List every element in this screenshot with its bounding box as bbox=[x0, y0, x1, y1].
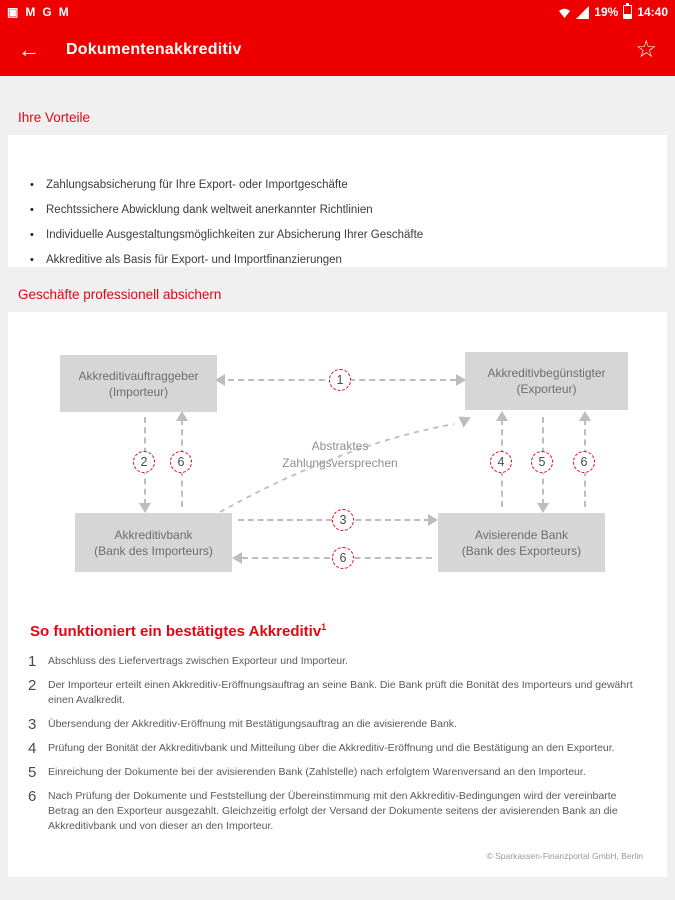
arrowhead-up-icon bbox=[579, 411, 591, 421]
box-label: Avisierende Bank bbox=[474, 527, 569, 542]
footnote-marker: 1 bbox=[321, 622, 327, 632]
diagram-box-exporteur bbox=[465, 352, 628, 410]
step-badge-1: 1 bbox=[329, 369, 351, 391]
vorteile-heading: Ihre Vorteile bbox=[18, 110, 91, 125]
box-sublabel: (Bank des Importeurs) bbox=[94, 543, 213, 558]
bullet-text: Rechtssichere Abwicklung dank weltweit anerkannter Richtlinien bbox=[46, 204, 373, 216]
media-icon: G bbox=[42, 5, 52, 19]
step-row bbox=[22, 654, 649, 669]
step-badge-2: 2 bbox=[133, 451, 155, 473]
step-row bbox=[22, 741, 649, 756]
box-sublabel: (Bank des Exporteurs) bbox=[461, 543, 582, 558]
arrowhead-left-icon bbox=[215, 374, 225, 386]
list-item bbox=[30, 229, 651, 241]
battery-icon bbox=[623, 5, 632, 19]
back-icon[interactable]: ← bbox=[18, 37, 40, 62]
step-text: Prüfung der Bonität der Akkreditivbank und Mitteilung über die Akkreditiv-Eröffnung und die Bestätigung an den Exporteur. bbox=[48, 742, 615, 754]
step-text: Der Importeur erteilt einen Akkreditiv-Eröffnungsauftrag an seine Bank. Die Bank prüft die Bonität des Importeurs und gewährt einen Avalkredit. bbox=[48, 679, 633, 706]
arrowhead-right-icon bbox=[456, 374, 466, 386]
how-it-works-heading bbox=[30, 622, 649, 640]
vorteile-card bbox=[8, 135, 667, 267]
abstract-promise-line2: Zahlungsversprechen bbox=[282, 456, 398, 470]
notification-icons bbox=[7, 6, 69, 18]
absichern-heading-strip bbox=[0, 267, 675, 312]
favorite-star-icon[interactable]: ☆ bbox=[635, 36, 657, 63]
bullet-icon: • bbox=[30, 229, 34, 241]
bullet-icon: • bbox=[30, 204, 34, 216]
step-badge-4: 4 bbox=[490, 451, 512, 473]
mail-icon-2: M bbox=[58, 5, 69, 19]
bullet-text: Zahlungsabsicherung für Ihre Export- oder Importgeschäfte bbox=[46, 179, 348, 191]
step-row bbox=[22, 789, 649, 834]
step-badge-6-bottom: 6 bbox=[332, 547, 354, 569]
step-text: Abschluss des Liefervertrags zwischen Exporteur und Importeur. bbox=[48, 655, 348, 667]
step-number: 3 bbox=[28, 716, 37, 733]
arrowhead-right-icon bbox=[428, 514, 438, 526]
absichern-heading: Geschäfte professionell absichern bbox=[18, 287, 222, 302]
step-text: Einreichung der Dokumente bei der avisierenden Bank (Zahlstelle) nach erfolgtem Warenversand an den Importeur. bbox=[48, 766, 586, 778]
page-title: Dokumentenakkreditiv bbox=[66, 41, 242, 58]
akkreditiv-flow-diagram bbox=[8, 312, 667, 604]
arrowhead-up-icon bbox=[496, 411, 508, 421]
clock-label: 14:40 bbox=[637, 5, 668, 19]
step-number: 6 bbox=[28, 788, 37, 805]
diagram-box-akkreditivbank bbox=[75, 513, 232, 572]
diagram-card bbox=[8, 312, 667, 877]
arrowhead-left-icon bbox=[232, 552, 242, 564]
arrowhead-down-icon bbox=[139, 503, 151, 513]
step-badge-5: 5 bbox=[531, 451, 553, 473]
step-number: 2 bbox=[28, 677, 37, 694]
app-bar bbox=[0, 24, 675, 76]
step-row bbox=[22, 717, 649, 732]
box-label: Akkreditivauftraggeber bbox=[78, 368, 199, 383]
status-bar bbox=[0, 0, 675, 24]
box-sublabel: (Exporteur) bbox=[516, 382, 577, 396]
step-text: Übersendung der Akkreditiv-Eröffnung mit Bestätigungsauftrag an die avisierende Bank. bbox=[48, 718, 457, 730]
list-item bbox=[30, 179, 651, 191]
how-it-works-section bbox=[8, 604, 667, 861]
box-label: Akkreditivbegünstigter bbox=[487, 366, 606, 380]
step-badge-3: 3 bbox=[332, 509, 354, 531]
how-it-works-heading-text: So funktioniert ein bestätigtes Akkreditiv bbox=[30, 623, 322, 640]
mail-icon: M bbox=[25, 5, 36, 19]
copyright-label: © Sparkassen-Finanzportal GmbH, Berlin bbox=[486, 851, 643, 861]
step-number: 5 bbox=[28, 764, 37, 781]
step-number: 1 bbox=[28, 653, 37, 670]
bullet-icon: • bbox=[30, 179, 34, 191]
arrowhead-up-icon bbox=[176, 411, 188, 421]
step-row bbox=[22, 765, 649, 780]
box-label: Akkreditivbank bbox=[114, 527, 193, 542]
diagram-box-avisierende-bank bbox=[438, 513, 605, 572]
screenshot-icon: ▣ bbox=[7, 5, 19, 19]
arrowhead-down-icon bbox=[537, 503, 549, 513]
bullet-icon: • bbox=[30, 254, 34, 266]
step-number: 4 bbox=[28, 740, 37, 757]
list-item bbox=[30, 254, 651, 266]
signal-strength-icon bbox=[576, 6, 589, 19]
wifi-warning-icon bbox=[558, 6, 571, 19]
step-row bbox=[22, 678, 649, 708]
vorteile-heading-strip bbox=[0, 76, 675, 135]
bullet-text: Akkreditive als Basis für Export- und Importfinanzierungen bbox=[46, 254, 342, 266]
list-item bbox=[30, 204, 651, 216]
abstract-promise-label bbox=[245, 438, 435, 472]
step-badge-6-right: 6 bbox=[573, 451, 595, 473]
step-badge-6-left: 6 bbox=[170, 451, 192, 473]
battery-percent-label: 19% bbox=[594, 5, 619, 19]
bullet-text: Individuelle Ausgestaltungsmöglichkeiten zur Absicherung Ihrer Geschäfte bbox=[46, 229, 424, 241]
step-text: Nach Prüfung der Dokumente und Feststellung der Übereinstimmung mit den Akkreditiv-Bedingungen wird der vereinbarte Betrag an den Exporteur ausgezahlt. Gleichzeitig erfolgt der Versand der Dokumente seitens der avisierenden Bank an die Akkreditivbank und von dieser an den Importeur. bbox=[48, 790, 618, 832]
box-sublabel: (Importeur) bbox=[108, 384, 169, 399]
abstract-promise-line1: Abstraktes bbox=[311, 439, 369, 453]
diagram-box-importeur bbox=[60, 355, 217, 412]
